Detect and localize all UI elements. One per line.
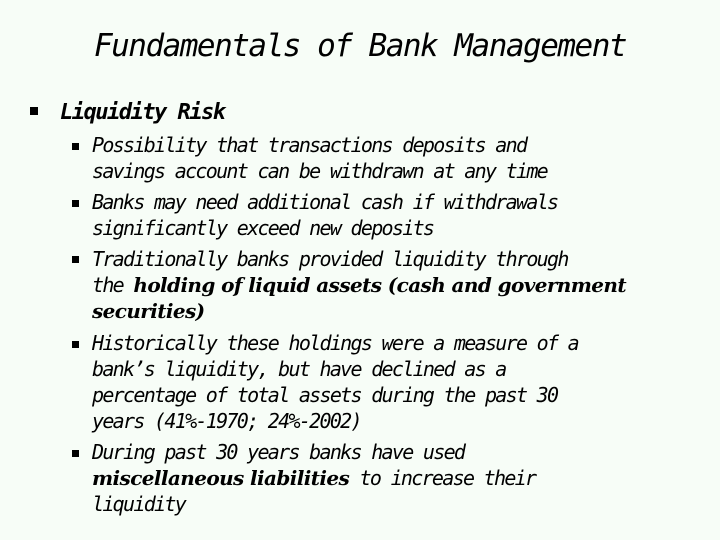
bullet-line: percentage of total assets during the past 30 — [92, 383, 558, 407]
bullet-line: savings account can be withdrawn at any time — [92, 159, 548, 183]
bullet-additional-cash — [92, 189, 692, 241]
sub-bullet-marker — [72, 450, 79, 457]
bullet-bold-text: miscellaneous liabilities — [92, 466, 350, 490]
bullet-line: Possibility that transactions deposits and — [92, 133, 527, 157]
bullet-line: liquidity — [92, 492, 186, 516]
sub-bullet-marker — [72, 256, 79, 263]
bullet-line: During past 30 years banks have used — [92, 440, 465, 464]
sub-bullet-marker — [72, 143, 79, 150]
sub-bullet-marker — [72, 341, 79, 348]
bullet-traditionally — [92, 246, 692, 324]
heading-bullet — [30, 107, 38, 115]
bullet-line: Traditionally banks provided liquidity through — [92, 247, 568, 271]
bullet-historically — [92, 330, 692, 434]
bullet-bold-text: securities) — [92, 299, 205, 323]
bullet-line: significantly exceed new deposits — [92, 216, 434, 240]
bullet-line — [92, 272, 692, 298]
bullet-during-past — [92, 439, 692, 517]
bullet-line: Banks may need additional cash if withdrawals — [92, 190, 558, 214]
bullet-line: bank’s liquidity, but have declined as a — [92, 357, 506, 381]
slide-title: Fundamentals of Bank Management — [93, 28, 627, 64]
heading-liquidity-risk: Liquidity Risk — [60, 100, 225, 125]
bullet-line — [92, 465, 692, 491]
bullet-bold-text: holding of liquid assets (cash and government — [133, 273, 626, 297]
bullet-line: years (41%-1970; 24%-2002) — [92, 409, 361, 433]
bullet-possibility — [92, 132, 692, 184]
bullet-text: to increase their — [349, 466, 536, 490]
bullet-line: Historically these holdings were a measure of a — [92, 331, 579, 355]
bullet-text: the — [92, 273, 134, 297]
sub-bullet-marker — [72, 200, 79, 207]
